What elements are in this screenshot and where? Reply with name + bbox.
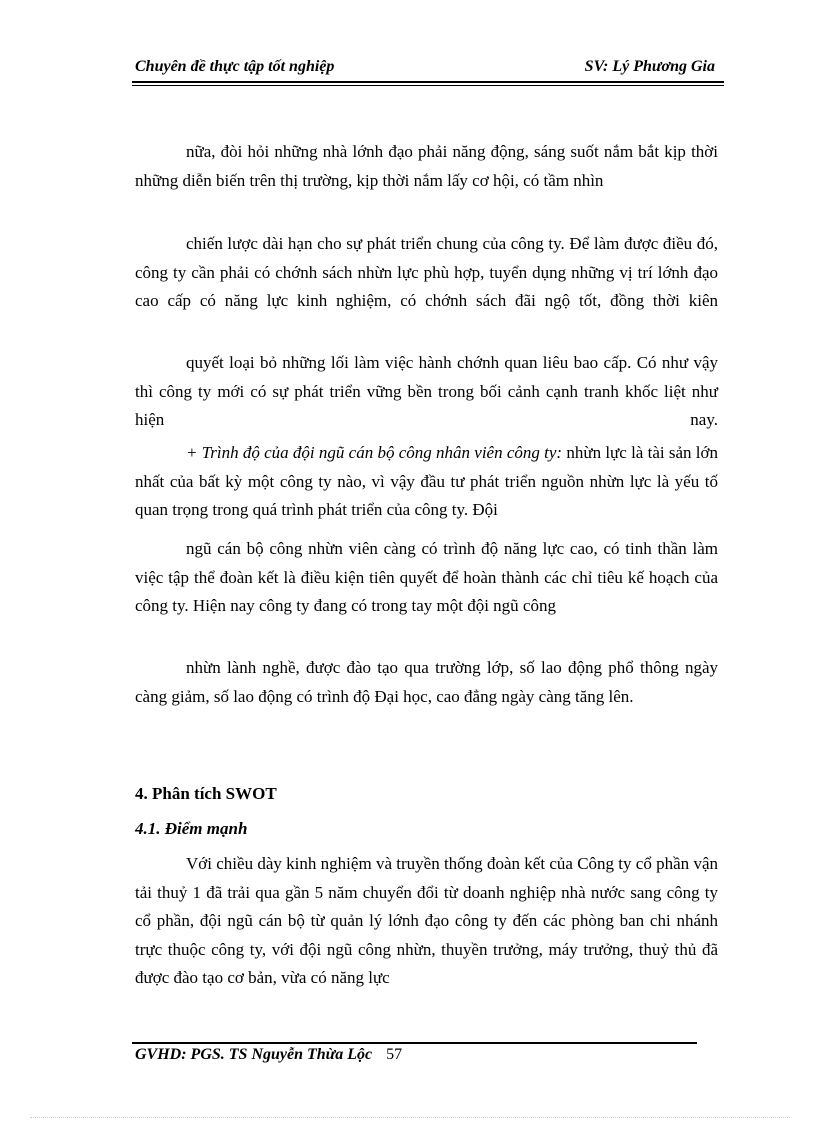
page-header <box>135 58 723 80</box>
paragraph-3: quyết loại bỏ những lối làm việc hành chớnh quan liêu bao cấp. Có như vậy thì công ty mới có sự phát triển vững bền trong bối cảnh cạnh tranh khốc liệt như hiện nay. <box>135 353 718 429</box>
paragraph-1: nữa, đòi hỏi những nhà lớnh đạo phải năng động, sáng suốt nắm bắt kịp thời những diễn biến trên thị trường, kịp thời nắm lấy cơ hội, có tầm nhìn <box>135 142 718 190</box>
paragraph-6: nhừn lành nghề, được đào tạo qua trường lớp, số lao động phổ thông ngày càng giảm, số lao động có trình độ Đại học, cao đẳng ngày càng tăng lên. <box>135 658 718 706</box>
paragraph-4 <box>135 439 718 525</box>
page-bottom-dotted-line <box>30 1117 790 1118</box>
header-student: SV: Lý Phương Gia <box>584 58 715 75</box>
page-footer <box>135 1046 402 1064</box>
footer-advisor: GVHD: PGS. TS Nguyễn Thừa Lộc <box>135 1046 373 1063</box>
paragraph-4-lead: + Trình độ của đội ngũ cán bộ công nhân viên công ty: <box>186 443 563 462</box>
paragraph-2: chiến lược dài hạn cho sự phát triển chung của công ty. Để làm được điều đó, công ty cần phải có chớnh sách nhừn lực phù hợp, tuyển dụng những vị trí lớnh đạo cao cấp có năng lực kinh nghiệm, có chớnh sách đãi ngộ tốt, đồng thời kiên <box>135 234 718 310</box>
section-heading: 4. Phân tích SWOT <box>135 784 277 803</box>
subsection-heading: 4.1. Điểm mạnh <box>135 819 248 838</box>
paragraph-7: Với chiều dày kinh nghiệm và truyền thống đoàn kết của Công ty cổ phần vận tải thuỷ 1 đã trải qua gần 5 năm chuyển đổi từ doanh nghiệp nhà nước sang công ty cổ phần, đội ngũ cán bộ từ quản lý lớnh đạo công ty đến các phòng ban chi nhánh trực thuộc công ty, với đội ngũ công nhừn, thuyền trưởng, máy trưởng, thuỷ thủ đã được đào tạo cơ bản, vừa có năng lực <box>135 854 718 987</box>
paragraph-4-body: nhừn lực là tài sản lớn nhất của bất kỳ một công ty nào, vì vậy đầu tư phát triển nguồn nhừn lực là yếu tố quan trọng trong quá trình phát triển của công ty. Đội <box>135 443 718 519</box>
header-rule <box>132 81 724 83</box>
header-title: Chuyên đề thực tập tốt nghiệp <box>135 58 335 75</box>
page-number: 57 <box>386 1046 403 1063</box>
paragraph-5: ngũ cán bộ công nhừn viên càng có trình độ năng lực cao, có tinh thần làm việc tập thể đoàn kết là điều kiện tiên quyết để hoàn thành các chỉ tiêu kế hoạch của công ty. Hiện nay công ty đang có trong tay một đội ngũ công <box>135 539 718 615</box>
header-rule-thin <box>132 85 724 86</box>
footer-rule <box>132 1042 697 1044</box>
